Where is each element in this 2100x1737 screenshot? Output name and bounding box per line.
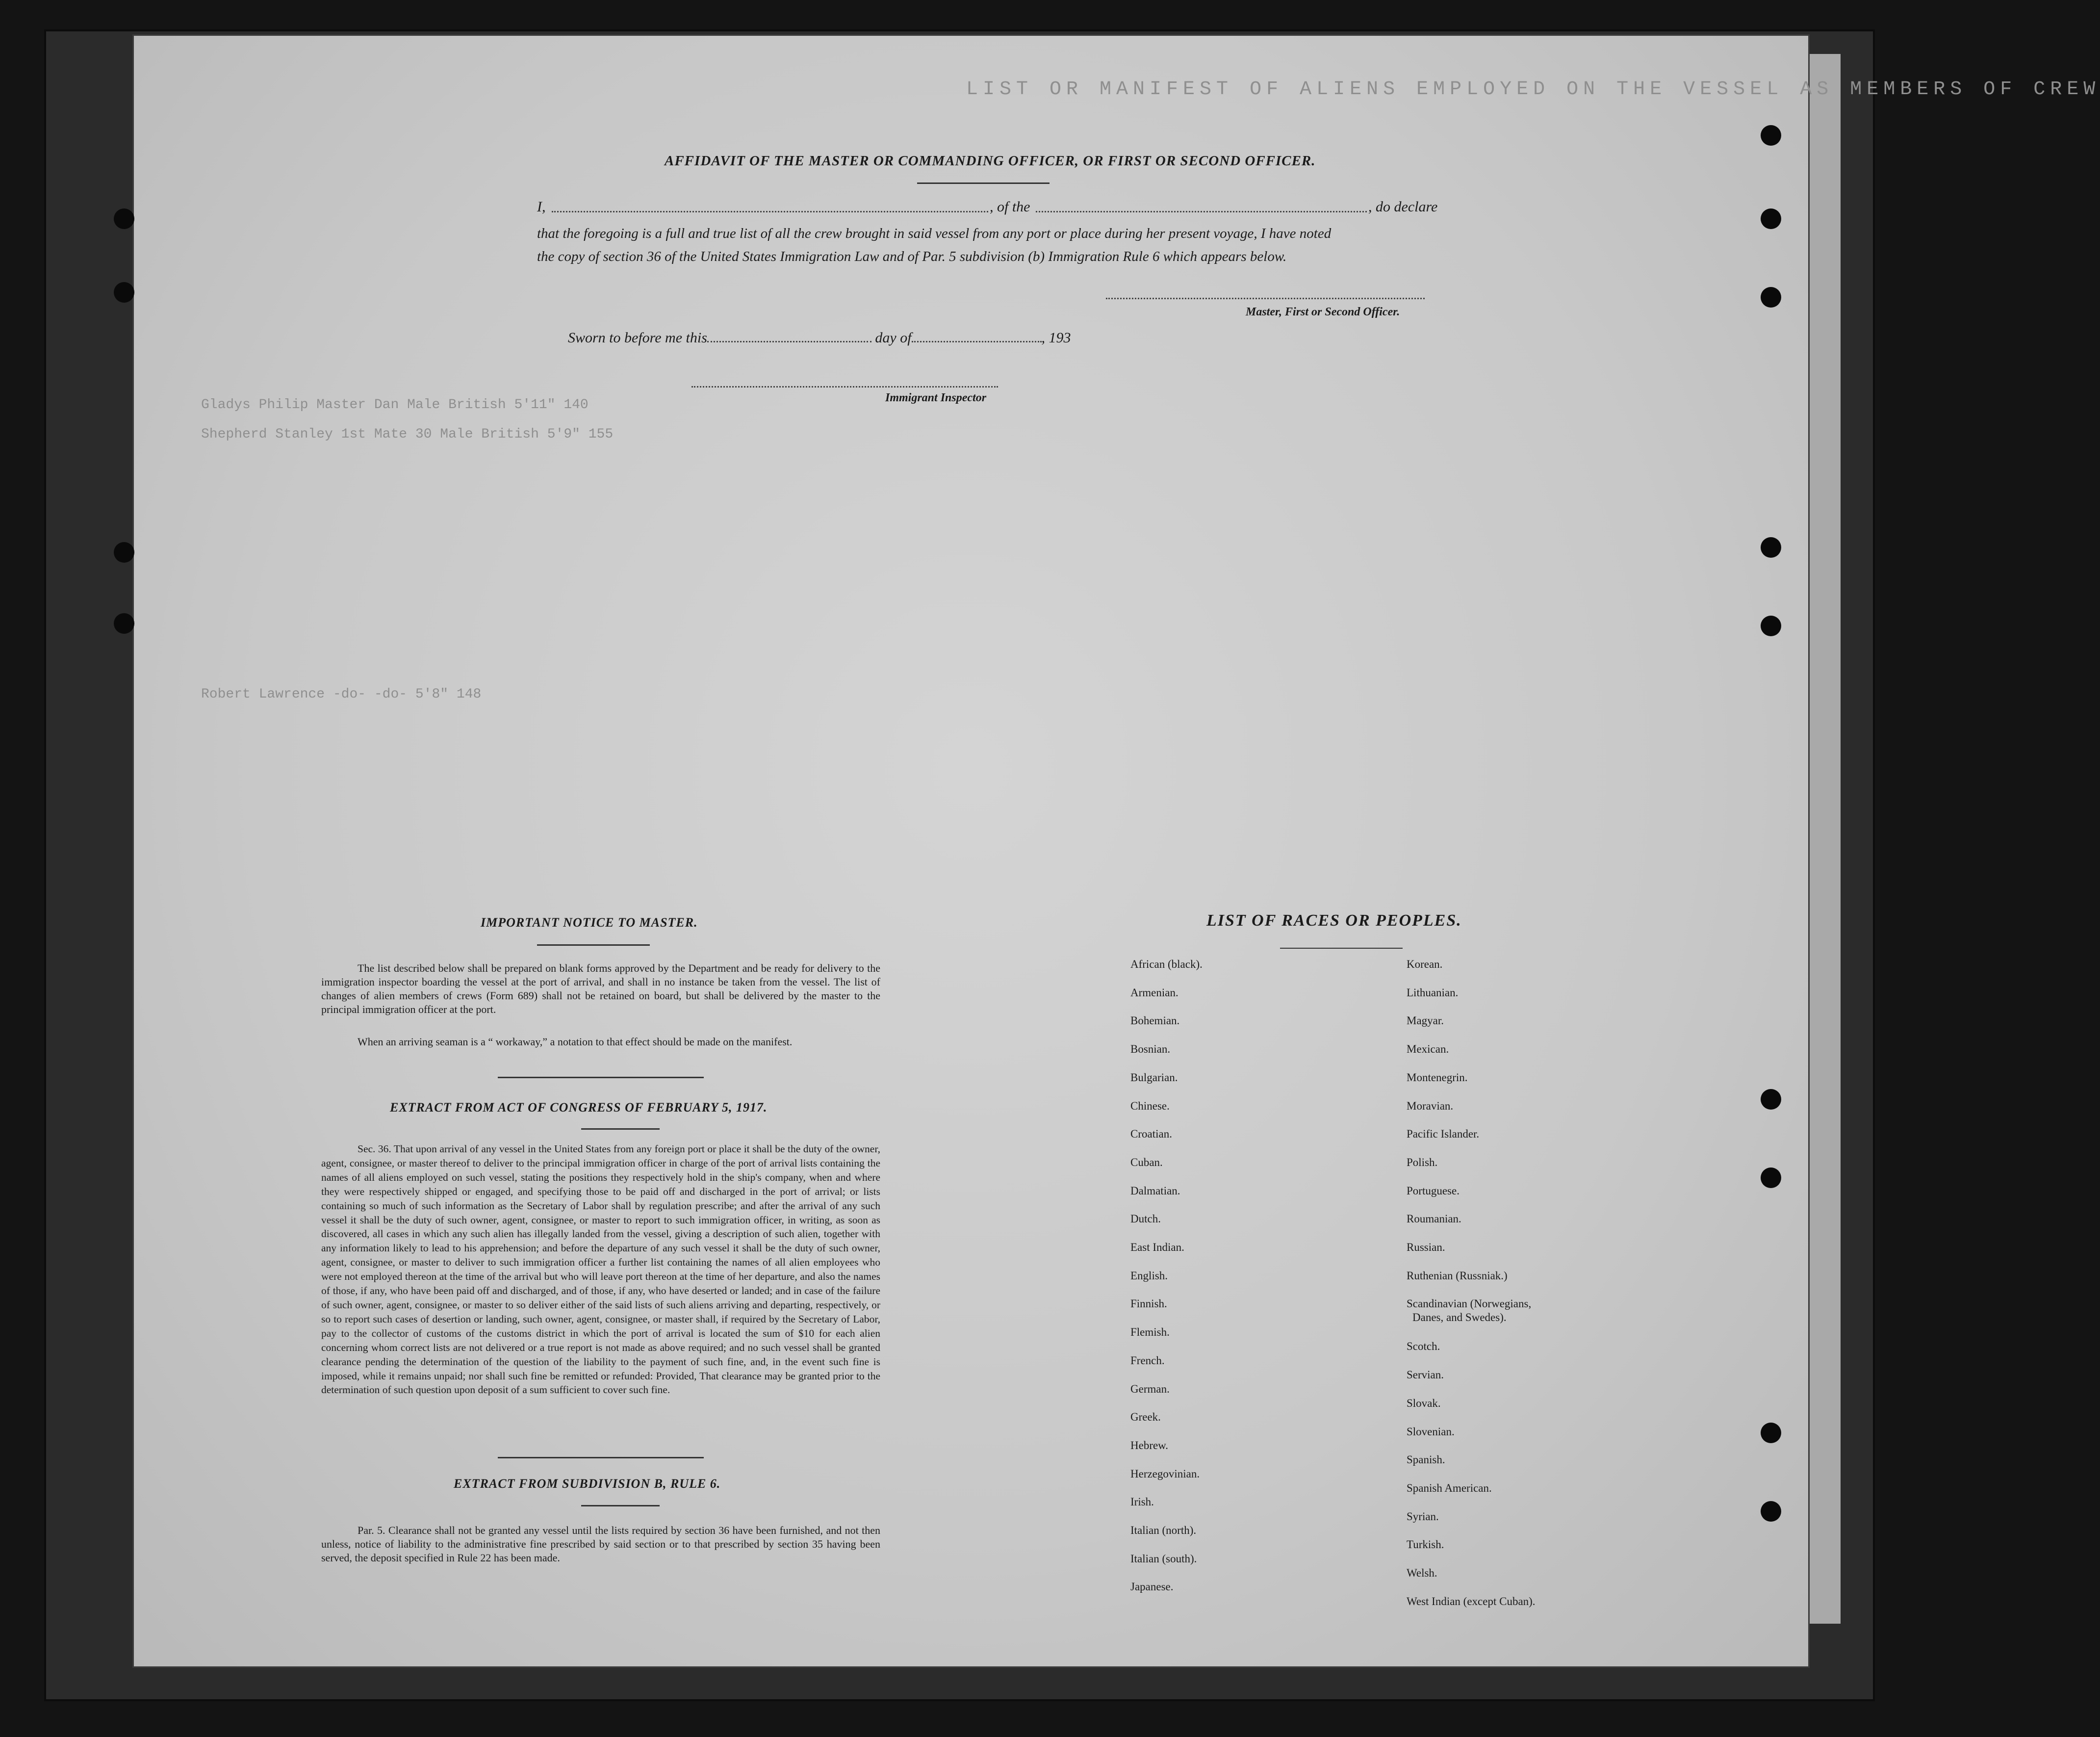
race-item: Slovenian. [1407,1425,1455,1438]
race-item: Hebrew. [1130,1439,1169,1452]
race-item: Pacific Islander. [1407,1128,1480,1141]
race-item: Korean. [1407,958,1443,970]
race-item: East Indian. [1130,1241,1184,1253]
race-item: Polish. [1407,1156,1438,1168]
manifest-back-page [132,34,2100,1668]
extract-rule-title: EXTRACT FROM SUBDIVISION B, RULE 6. [454,1477,721,1491]
race-item: Lithuanian. [1407,986,1459,999]
race-item: Scandinavian (Norwegians, [1407,1297,1532,1310]
race-item: Portuguese. [1407,1184,1460,1197]
title-rule [1280,948,1403,949]
signature-label: Master, First or Second Officer. [1246,306,1400,318]
binder-hole [1761,208,1781,229]
race-item: Danes, and Swedes). [1412,1311,1507,1324]
inspector-label: Immigrant Inspector [885,391,987,404]
race-item: West Indian (except Cuban). [1407,1595,1536,1607]
sworn-line [568,330,1071,346]
race-item: Spanish American. [1407,1481,1492,1494]
bleed-through-row: Shepherd Stanley 1st Mate 30 Male British 5'9" 155 [201,427,614,442]
race-item: Montenegrin. [1407,1071,1468,1084]
section-rule [498,1457,704,1458]
race-item: Chinese. [1130,1099,1170,1112]
race-item: Bohemian. [1130,1014,1180,1027]
binder-hole [1761,1501,1781,1522]
race-item: Italian (north). [1130,1524,1197,1536]
affidavit-i-label: I, [537,199,546,215]
binder-hole [1761,1167,1781,1188]
sworn-date-field[interactable] [707,331,871,342]
master-signature-line[interactable] [1106,298,1425,299]
race-item: Syrian. [1407,1510,1439,1523]
race-item: Greek. [1130,1411,1161,1424]
race-item: Herzegovinian. [1130,1467,1200,1480]
race-item: African (black). [1130,958,1203,970]
race-item: Bulgarian. [1130,1071,1178,1084]
races-title: LIST OF RACES OR PEOPLES. [1206,911,1462,930]
inspector-signature-line[interactable] [691,386,998,388]
race-item: Spanish. [1407,1453,1445,1466]
binder-hole [1761,125,1781,146]
section-36-text: Sec. 36. That upon arrival of any vessel in the United States from any foreign port or place it shall be the duty of the owner, agent, consignee, or master thereof to deliver to the principal immigration officer in charge of the port of arrival lists containing the names of all aliens employed on such vessel, stating the positions they respectively hold in the ship's company, when and where they were respectively shipped or engaged, and specifying those to be paid off and discharged in the port of arrival; or lists containing so much of such information as the Secretary of Labor shall by regulation prescribe; and after the arrival of any such vessel it shall be the duty of such owner, agent, consignee, or master to report to such immigration officer, in writing, as soon as discovered, all cases in which any such alien has illegally landed from the vessel, giving a description of such alien, together with any information likely to lead to his apprehension; and before the departure of any such vessel it shall be the duty of such owner, agent, consignee, or master to deliver to such immigration officer a further list containing the names of all alien employees who were not employed thereon at the time of the arrival but who will leave port thereon at the time of her departure, and also the names of those, if any, who have been paid off and discharged, and of those, if any, who have deserted or landed; and in case of the failure of such owner, agent, consignee, or master to so deliver either of the said lists of such aliens arriving and departing, respectively, or so to report such cases of desertion or landing, such owner, agent, consignee, or master shall, if required by the Secretary of Labor, pay to the collector of customs of the customs district in which the port of arrival is located the sum of $10 for each alien concerning whom correct lists are not delivered or a true report is not made as above required; and no such vessel shall be granted clearance pending the determination of the question of the liability to the payment of such fine, and, in the event such fine is imposed, while it remains unpaid; nor shall such fine be remitted or refunded: Provided, That clearance may be granted prior to the determination of such question upon deposit of a sum sufficient to cover such fine. [321,1143,880,1396]
race-item: Finnish. [1130,1297,1167,1310]
binder-hole [114,282,134,303]
title-rule [581,1128,660,1130]
race-item: Roumanian. [1407,1213,1461,1225]
race-item: Ruthenian (Russniak.) [1407,1269,1508,1282]
section-rule [498,1077,704,1078]
notice-paragraph: The list described below shall be prepared on blank forms approved by the Department and be ready for delivery to the immigration inspector boarding the vessel at the port of arrival, and shall in no instance be taken from the vessel. The list of changes of alien members of crews (Form 689) shall not be retained on board, but shall be delivered by the master to the principal immigration officer at the port. [321,962,880,1015]
vessel-name-line[interactable] [1036,211,1367,212]
bleed-through-row: Robert Lawrence -do- -do- 5'8" 148 [201,687,482,702]
bleed-through-row: Gladys Philip Master Dan Male British 5'11" 140 [201,397,589,413]
affidavit-text-line: the copy of section 36 of the United States Immigration Law and of Par. 5 subdivision (b) Immigration Rule 6 which appears below. [537,249,1287,264]
affidavit-text-line: that the foregoing is a full and true list of all the crew brought in said vessel from any port or place during her present voyage, I have noted [537,226,1332,241]
binder-hole [114,208,134,229]
bleed-through-header: LIST OR MANIFEST OF ALIENS EMPLOYED ON THE VESSEL AS MEMBERS OF CREW [966,78,2100,101]
extract-act-title: EXTRACT FROM ACT OF CONGRESS OF FEBRUARY 5, 1917. [390,1100,768,1115]
sworn-day-of: day of [875,330,912,346]
binder-hole [1761,1089,1781,1110]
binder-hole [114,542,134,563]
binder-hole [114,613,134,634]
race-item: French. [1130,1354,1165,1367]
master-name-line[interactable] [552,211,988,212]
race-item: Japanese. [1130,1581,1174,1593]
race-item: Servian. [1407,1369,1444,1381]
affidavit-of-the-label: , of the [990,199,1030,215]
notice-paragraph: When an arriving seaman is a “ workaway,” a notation to that effect should be made on the manifest. [358,1036,793,1048]
race-item: Croatian. [1130,1128,1172,1141]
race-item: English. [1130,1269,1168,1282]
race-item: Flemish. [1130,1326,1170,1339]
race-item: Irish. [1130,1496,1154,1508]
race-item: Scotch. [1407,1340,1440,1353]
title-rule [917,182,1050,184]
race-item: Mexican. [1407,1043,1449,1056]
affidavit-declare-label: , do declare [1368,199,1438,215]
notice-title: IMPORTANT NOTICE TO MASTER. [481,915,698,930]
title-rule [581,1505,660,1506]
race-item: German. [1130,1382,1170,1395]
race-item: Slovak. [1407,1397,1441,1409]
affidavit-title: AFFIDAVIT OF THE MASTER OR COMMANDING OFFICER, OR FIRST OR SECOND OFFICER. [665,153,1316,169]
binder-hole [1761,1423,1781,1443]
race-item: Moravian. [1407,1099,1454,1112]
sworn-year: , 193 [1041,330,1071,346]
race-item: Magyar. [1407,1014,1444,1027]
race-item: Armenian. [1130,986,1178,999]
race-item: Italian (south). [1130,1552,1197,1565]
race-item: Cuban. [1130,1156,1163,1168]
race-item: Welsh. [1407,1567,1437,1579]
race-item: Bosnian. [1130,1043,1171,1056]
title-rule [537,944,650,946]
binder-hole [1761,537,1781,558]
binder-hole [1761,287,1781,308]
sworn-month-field[interactable] [912,331,1042,342]
binder-hole [1761,616,1781,636]
sworn-prefix: Sworn to before me this [568,330,707,346]
race-item: Russian. [1407,1241,1445,1253]
race-item: Dutch. [1130,1213,1161,1225]
par-5-text: Par. 5. Clearance shall not be granted any vessel until the lists required by section 36 have been furnished, and not then unless, notice of liability to the administrative fine prescribed by said section or to that prescribed by section 35 having been served, the deposit specified in Rule 22 has been made. [321,1524,880,1564]
race-item: Turkish. [1407,1538,1444,1551]
race-item: Dalmatian. [1130,1184,1180,1197]
